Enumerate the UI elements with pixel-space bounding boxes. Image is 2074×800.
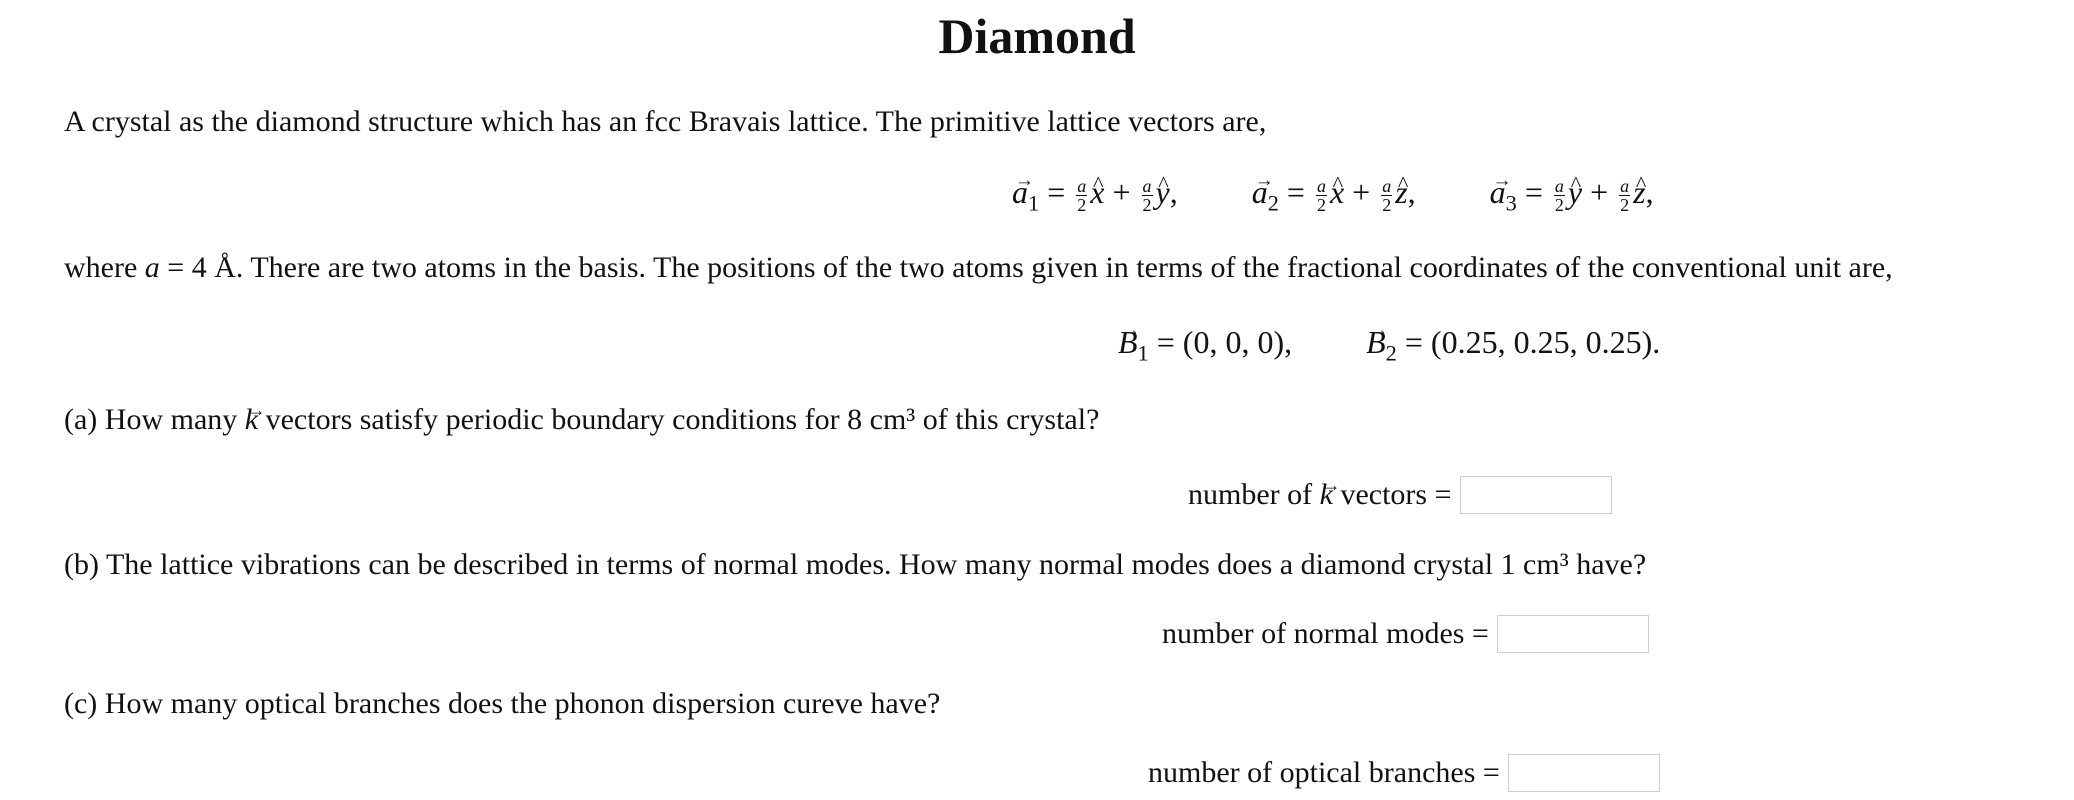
question-b-text: (b) The lattice vibrations can be described in terms of normal modes. How many normal modes does a diamond crystal 1 cm³ have? (64, 548, 1647, 581)
intro-text: A crystal as the diamond structure which has an fcc Bravais lattice. The primitive lattice vectors are, (64, 105, 1267, 138)
optical-branches-input[interactable] (1508, 754, 1660, 792)
answer-a-label: number of k → vectors = (1188, 477, 1452, 513)
lattice-vector-2: $a \to_2$ = $\frac{a}{2}$ x ^ + $\frac{a}{2}$ z ^, (1252, 174, 1424, 210)
basis-vector-1: $B \to_1 = (0$, 0, 0), (1118, 324, 1292, 360)
question-c-text: (c) How many optical branches does the phonon dispersion cureve have? (64, 687, 941, 720)
answer-a-row (1188, 476, 1612, 514)
lattice-vectors-equation (1012, 172, 1654, 223)
answer-c-row (1148, 754, 1660, 792)
page-title: Diamond (938, 8, 1136, 64)
answer-b-label: number of normal modes = (1162, 617, 1489, 650)
lattice-vector-1: $a \to_1$ = $\frac{a}{2}$ x ^ + $\frac{a}{2}$ y ^, (1012, 174, 1186, 210)
k-vectors-input[interactable] (1460, 476, 1612, 514)
question-a-text: (a) How many k → vectors satisfy periodic boundary conditions for 8 cm³ of this crystal? (64, 402, 1099, 438)
basis-equation (1118, 322, 1660, 373)
basis-vector-2: $B \to_2 = (0.25$, 0.25, 0.25). (1366, 324, 1660, 360)
normal-modes-input[interactable] (1497, 615, 1649, 653)
lattice-vector-3: $a \to_3$ = $\frac{a}{2}$ y ^ + $\frac{a}{2}$ z ^, (1490, 174, 1654, 210)
answer-c-label: number of optical branches = (1148, 756, 1500, 789)
answer-b-row (1162, 615, 1649, 653)
where-text: where a = 4 Å. There are two atoms in the basis. The positions of the two atoms given in terms of the fractional coordinates of the conventional unit are, (64, 251, 1893, 284)
